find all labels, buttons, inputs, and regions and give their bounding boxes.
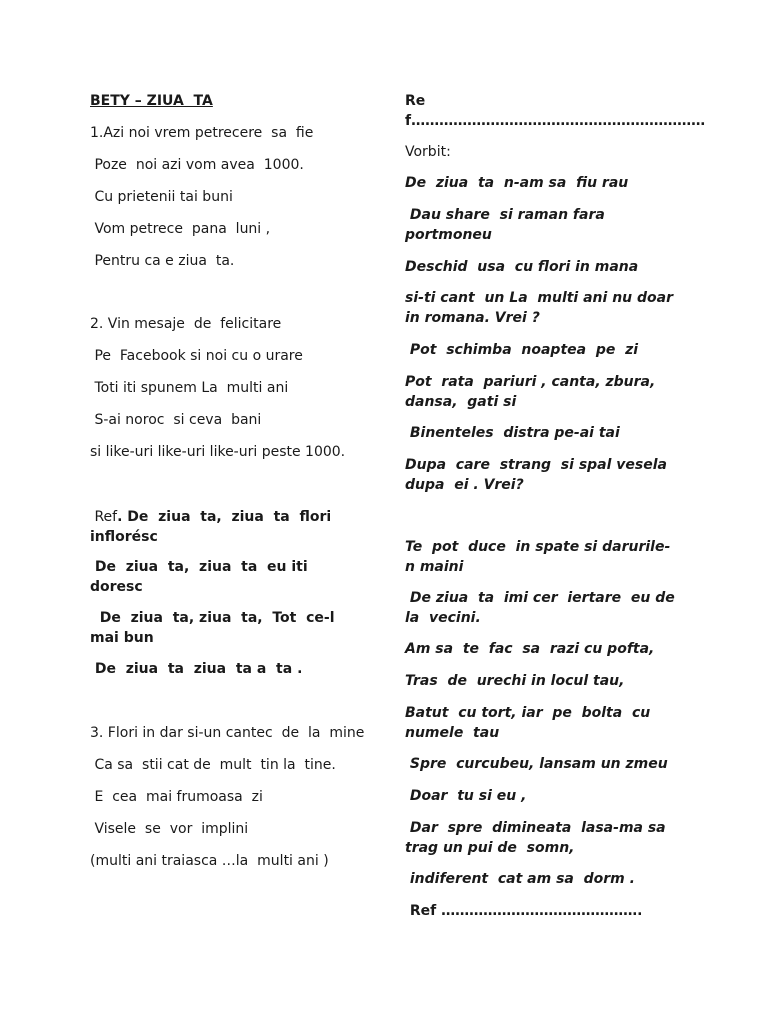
refrain-text: . De ziua ta, ziua ta flori inflorésc	[90, 509, 337, 545]
refrain-line: De ziua ta, ziua ta eu iti doresc	[90, 559, 313, 595]
verse3-line: Visele se vor implini	[90, 821, 249, 837]
spoken-label: Vorbit:	[405, 144, 451, 160]
spoken-line: Pot rata pariuri , canta, zbura, dansa, gati si	[405, 374, 661, 410]
spoken-line: Tras de urechi in locul tau,	[405, 673, 625, 689]
verse2-line: si like-uri like-uri like-uri peste 1000.	[90, 444, 346, 460]
spoken-line: Am sa te fac sa razi cu pofta,	[405, 641, 655, 657]
verse1-line: Poze noi azi vom avea 1000.	[90, 157, 304, 173]
spoken-line: Te pot duce in spate si darurile-n maini	[405, 539, 671, 575]
refrain-line-1	[90, 507, 335, 547]
refrain-line: De ziua ta ziua ta a ta .	[90, 661, 303, 677]
spoken-line: Spre curcubeu, lansam un zmeu	[405, 756, 668, 772]
verse1-line: Cu prietenii tai buni	[90, 189, 233, 205]
verse2-line: 2. Vin mesaje de felicitare	[90, 316, 282, 332]
spoken-line: De ziua ta imi cer iertare eu de la vecini.	[405, 590, 680, 626]
spoken-line: De ziua ta n-am sa fiu rau	[405, 175, 629, 191]
spoken-line: Doar tu si eu ,	[405, 788, 527, 804]
spoken-line: Dar spre dimineata lasa-ma sa trag un pui de somn,	[405, 820, 671, 856]
refrain-prefix: Ref	[90, 509, 118, 525]
ref-dots: Ref………………………………………………………	[405, 93, 706, 129]
verse3-line: Ca sa stii cat de mult tin la tine.	[90, 757, 336, 773]
spoken-line: Batut cu tort, iar pe bolta cu numele tau	[405, 705, 656, 741]
spoken-line: Deschid usa cu flori in mana	[405, 259, 639, 275]
song-title: BETY – ZIUA TA	[90, 93, 213, 109]
verse3-line: 3. Flori in dar si-un cantec de la mine	[90, 725, 365, 741]
ref-end: Ref …………………………………….	[405, 903, 643, 919]
verse1-line: Vom petrece pana luni ,	[90, 221, 271, 237]
verse2-line: Toti iti spunem La multi ani	[90, 380, 289, 396]
spoken-line: Dupa care strang si spal vesela dupa ei . Vrei?	[405, 457, 672, 493]
verse3-line: (multi ani traiasca …la multi ani )	[90, 853, 329, 869]
verse2-line: Pe Facebook si noi cu o urare	[90, 348, 303, 364]
spoken-line: Binenteles distra pe-ai tai	[405, 425, 620, 441]
verse2-line: S-ai noroc si ceva bani	[90, 412, 262, 428]
spoken-line: si-ti cant un La multi ani nu doar in romana. Vrei ?	[405, 290, 678, 326]
refrain-line: De ziua ta, ziua ta, Tot ce-l mai bun	[90, 610, 340, 646]
verse1-line: 1.Azi noi vrem petrecere sa fie	[90, 125, 314, 141]
spoken-line: indiferent cat am sa dorm .	[405, 871, 635, 887]
spoken-line: Pot schimba noaptea pe zi	[405, 342, 639, 358]
verse1-line: Pentru ca e ziua ta.	[90, 253, 235, 269]
spoken-line: Dau share si raman fara portmoneu	[405, 207, 610, 243]
verse3-line: E cea mai frumoasa zi	[90, 789, 263, 805]
